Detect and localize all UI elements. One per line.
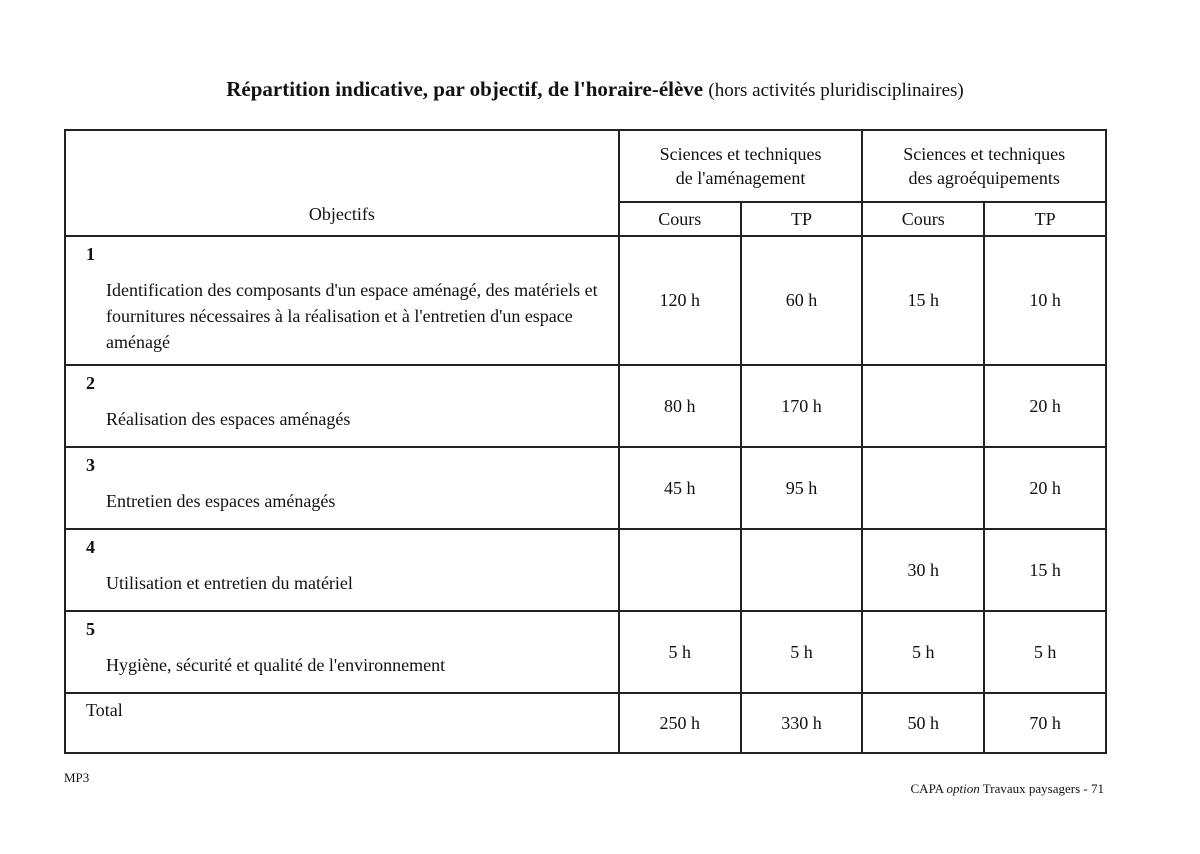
objective-number: 3 — [86, 455, 95, 475]
objective-number: 2 — [86, 373, 95, 393]
hours-cell: 30 h — [862, 529, 984, 611]
hours-cell — [741, 529, 863, 611]
hours-cell — [862, 447, 984, 529]
total-row — [65, 693, 1106, 753]
total-cell: 250 h — [619, 693, 741, 753]
objective-cell — [65, 611, 619, 693]
group-header-line1: Sciences et techniques — [903, 144, 1066, 164]
hours-cell: 5 h — [862, 611, 984, 693]
title-main: Répartition indicative, par objectif, de l'horaire-élève — [226, 77, 704, 101]
subheader-cell: Cours — [619, 202, 741, 236]
objectifs-header — [65, 130, 619, 236]
hours-cell — [862, 365, 984, 447]
objective-cell — [65, 529, 619, 611]
hours-table — [64, 129, 1107, 754]
footer-reference: MP3 — [64, 770, 90, 785]
hours-cell — [619, 529, 741, 611]
total-cell: 50 h — [862, 693, 984, 753]
footer-suffix: Travaux paysagers - 71 — [982, 781, 1104, 796]
footer-italic: option — [946, 781, 980, 796]
objectifs-header-label: Objectifs — [308, 204, 375, 224]
table-row — [65, 236, 1106, 365]
hours-cell: 5 h — [984, 611, 1106, 693]
footer-prefix: CAPA — [910, 781, 944, 796]
table-row — [65, 529, 1106, 611]
hours-cell: 45 h — [619, 447, 741, 529]
objective-number: 4 — [86, 537, 95, 557]
hours-cell: 20 h — [984, 365, 1106, 447]
total-cell: 70 h — [984, 693, 1106, 753]
hours-cell: 15 h — [862, 236, 984, 365]
hours-cell: 95 h — [741, 447, 863, 529]
total-cell: 330 h — [741, 693, 863, 753]
objective-text: Réalisation des espaces aménagés — [106, 409, 351, 429]
hours-cell: 10 h — [984, 236, 1106, 365]
subheader-cell: Cours — [862, 202, 984, 236]
hours-cell: 80 h — [619, 365, 741, 447]
table-row — [65, 447, 1106, 529]
total-label: Total — [65, 693, 619, 753]
group-header-line1: Sciences et techniques — [659, 144, 822, 164]
header-row-groups — [65, 130, 1106, 202]
hours-cell: 5 h — [741, 611, 863, 693]
objective-cell — [65, 236, 619, 365]
objective-text: Hygiène, sécurité et qualité de l'environnement — [106, 655, 446, 675]
group-header-line2: des agroéquipements — [908, 168, 1060, 188]
hours-cell: 5 h — [619, 611, 741, 693]
hours-cell: 60 h — [741, 236, 863, 365]
title-note: (hors activités pluridisciplinaires) — [708, 80, 964, 101]
page-title — [0, 74, 1190, 106]
objective-text: Utilisation et entretien du matériel — [106, 573, 353, 593]
objective-cell — [65, 447, 619, 529]
objective-text: Entretien des espaces aménagés — [106, 491, 336, 511]
hours-cell: 170 h — [741, 365, 863, 447]
objective-cell — [65, 365, 619, 447]
objective-number: 5 — [86, 619, 95, 639]
hours-cell: 20 h — [984, 447, 1106, 529]
table-row — [65, 365, 1106, 447]
group-header-agroequipements — [862, 130, 1106, 202]
subheader-cell: TP — [984, 202, 1106, 236]
objective-number: 1 — [86, 244, 95, 264]
subheader-cell: TP — [741, 202, 863, 236]
group-header-line2: de l'aménagement — [675, 168, 806, 188]
hours-cell: 15 h — [984, 529, 1106, 611]
footer-page-info — [911, 781, 1104, 797]
group-header-amenagement — [619, 130, 863, 202]
hours-cell: 120 h — [619, 236, 741, 365]
objective-text: Identification des composants d'un espace aménagé, des matériels et fournitures nécessaires à la réalisation et à l'entretien d'un espace aménagé — [106, 280, 598, 352]
table-row — [65, 611, 1106, 693]
